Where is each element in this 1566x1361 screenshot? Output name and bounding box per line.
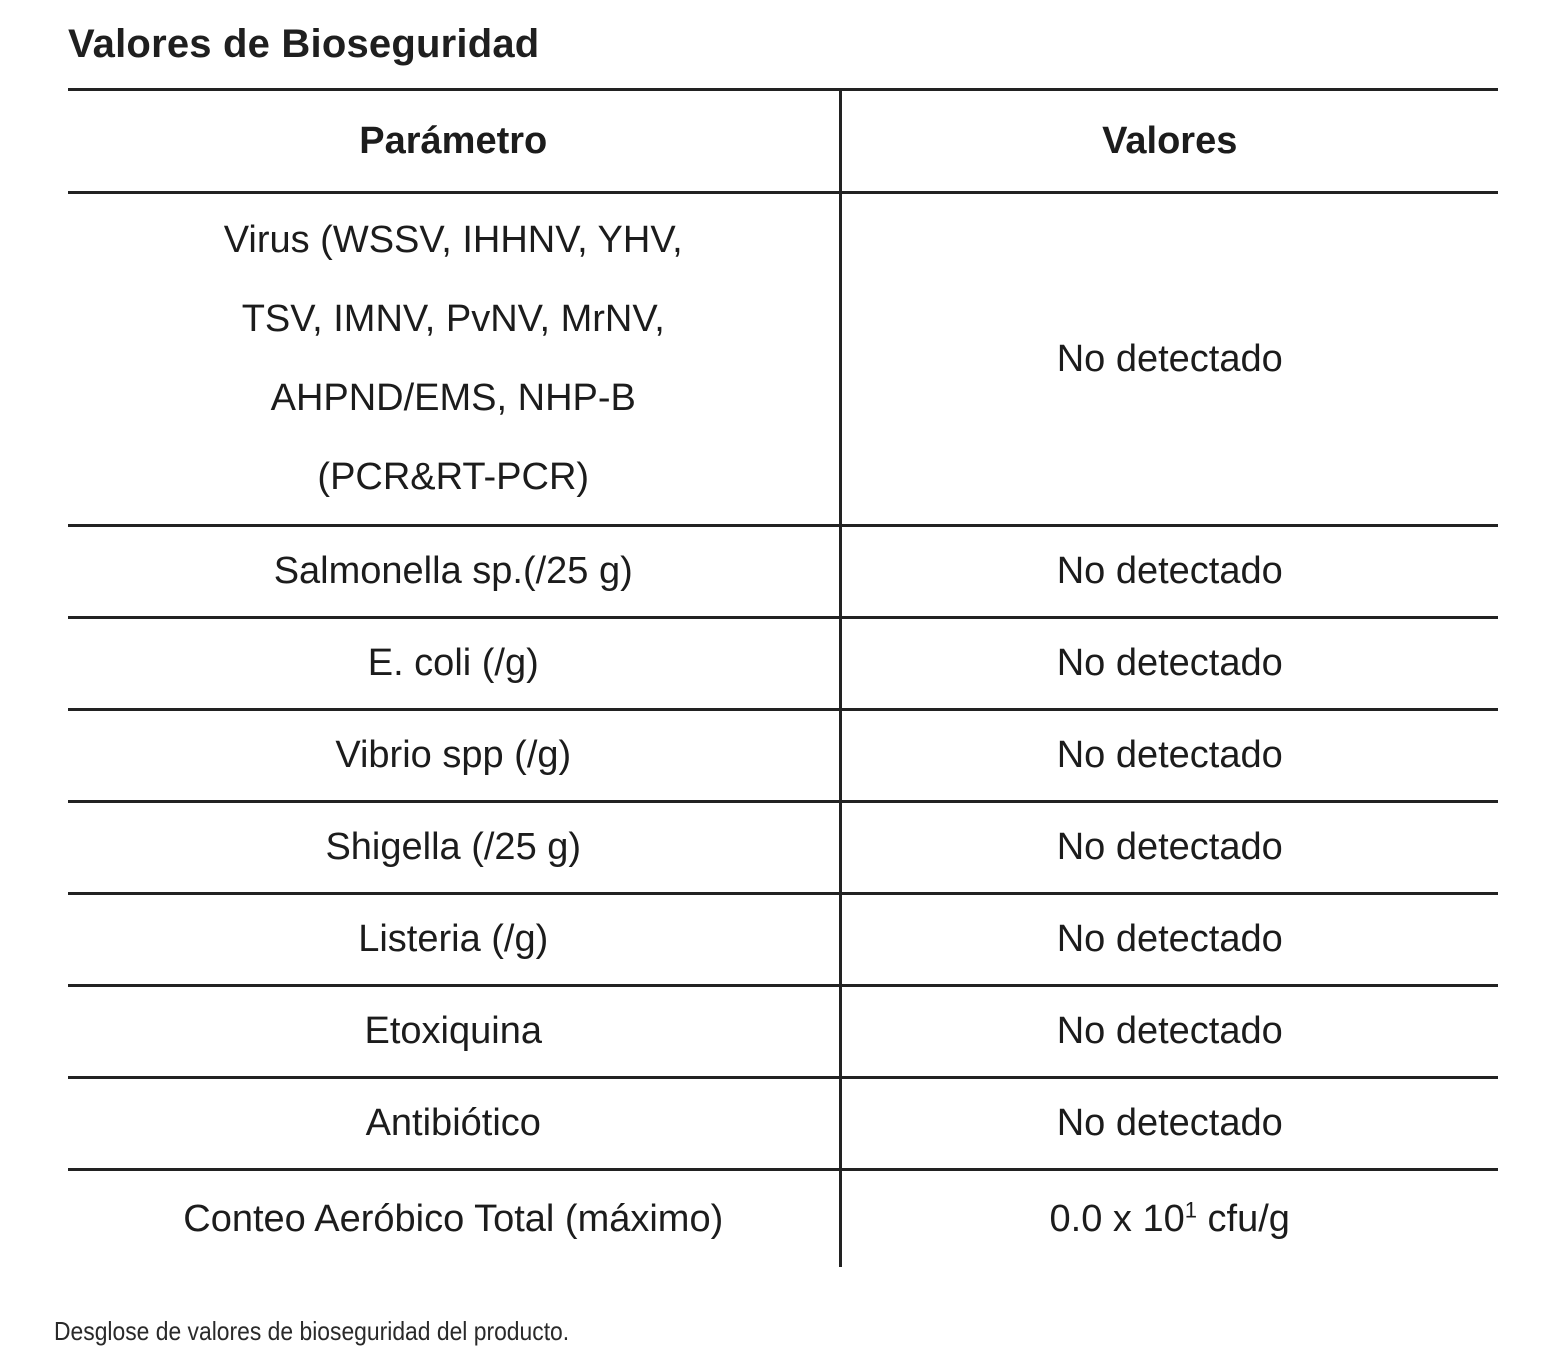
caption: Desglose de valores de bioseguridad del producto. <box>54 1316 570 1346</box>
table-row <box>68 710 1498 802</box>
param-cell: Shigella (/25 g) <box>68 802 840 894</box>
param-cell: Vibrio spp (/g) <box>68 710 840 802</box>
param-cell-virus <box>68 193 840 526</box>
value-cell: No detectado <box>840 986 1498 1078</box>
table-row <box>68 986 1498 1078</box>
biosecurity-table <box>68 88 1498 1267</box>
param-cell-aerobic-count: Conteo Aeróbico Total (máximo) <box>68 1170 840 1268</box>
value-exponent: 1 <box>1184 1196 1197 1222</box>
param-cell: Antibiótico <box>68 1078 840 1170</box>
value-cell: No detectado <box>840 526 1498 618</box>
header-valores: Valores <box>840 90 1498 193</box>
table-row <box>68 1078 1498 1170</box>
virus-line-1: Virus (WSSV, IHHNV, YHV, <box>223 219 683 261</box>
table-header-row <box>68 90 1498 193</box>
value-base: 0.0 x 10 <box>1049 1197 1185 1240</box>
table-row <box>68 802 1498 894</box>
value-cell: No detectado <box>840 618 1498 710</box>
header-parametro: Parámetro <box>68 90 840 193</box>
table-row <box>68 618 1498 710</box>
value-cell: No detectado <box>840 802 1498 894</box>
param-cell: Salmonella sp.(/25 g) <box>68 526 840 618</box>
virus-line-3: AHPND/EMS, NHP-B <box>270 377 636 419</box>
page-title: Valores de Bioseguridad <box>68 22 540 66</box>
value-cell-virus: No detectado <box>840 193 1498 526</box>
value-cell: No detectado <box>840 1078 1498 1170</box>
value-cell-aerobic-count <box>840 1170 1498 1268</box>
value-cell: No detectado <box>840 710 1498 802</box>
table-row <box>68 526 1498 618</box>
virus-line-4: (PCR&RT-PCR) <box>317 456 590 498</box>
virus-line-2: TSV, IMNV, PvNV, MrNV, <box>241 298 665 340</box>
table-row <box>68 894 1498 986</box>
param-cell: E. coli (/g) <box>68 618 840 710</box>
param-cell: Etoxiquina <box>68 986 840 1078</box>
value-cell: No detectado <box>840 894 1498 986</box>
table-row-aerobic-count <box>68 1170 1498 1268</box>
table-row-virus <box>68 193 1498 526</box>
param-cell: Listeria (/g) <box>68 894 840 986</box>
value-unit: cfu/g <box>1197 1197 1290 1240</box>
